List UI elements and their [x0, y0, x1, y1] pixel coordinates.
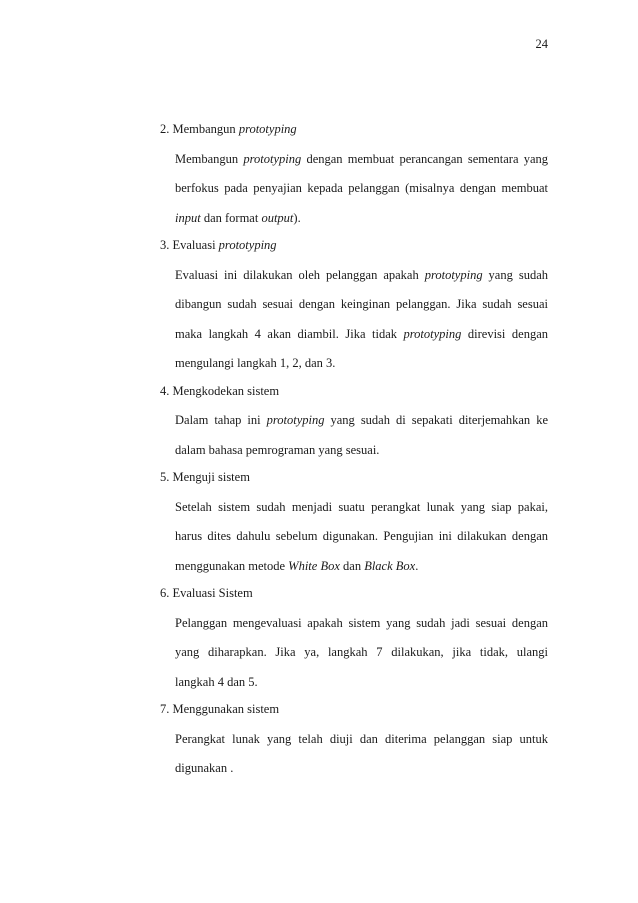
italic-term: prototyping: [424, 267, 483, 282]
text-run: Setelah sistem sudah menjadi suatu perangkat lunak yang siap pakai,: [175, 499, 548, 514]
text-run: yang sudah: [482, 267, 548, 282]
section-heading: [160, 585, 548, 601]
text-run: 4. Mengkodekan sistem: [160, 383, 280, 398]
section-heading: [160, 121, 548, 137]
italic-term: prototyping: [238, 122, 297, 136]
text-run: 5. Menguji sistem: [160, 470, 250, 484]
paragraph-line: [175, 406, 548, 436]
section-paragraph: [160, 145, 548, 234]
text-run: ).: [293, 210, 301, 225]
text-run: dengan membuat perancangan sementara yang: [301, 151, 548, 166]
page-number: 24: [535, 37, 548, 51]
paragraph-line: [175, 609, 548, 639]
text-run: dan: [339, 558, 365, 573]
paragraph-line: [175, 668, 548, 698]
paragraph-line: [175, 174, 548, 204]
text-run: yang diharapkan. Jika ya, langkah 7 dilakukan, jika tidak, ulangi: [175, 645, 548, 659]
section-paragraph: [160, 261, 548, 379]
text-run: Perangkat lunak yang telah diuji dan diterima pelanggan siap untuk: [175, 731, 548, 746]
italic-term: output: [261, 210, 294, 225]
text-run: yang sudah di sepakati diterjemahkan ke: [324, 413, 548, 427]
text-run: dalam bahasa pemrograman yang sesuai.: [175, 442, 380, 457]
italic-term: prototyping: [218, 238, 277, 252]
section-heading: [160, 237, 548, 253]
section-heading: [160, 701, 548, 717]
text-run: digunakan .: [175, 761, 234, 775]
text-run: harus dites dahulu sebelum digunakan. Pengujian ini dilakukan dengan: [175, 529, 548, 543]
text-run: dan format: [200, 210, 262, 225]
text-run: dibangun sudah sesuai dengan keinginan pelanggan. Jika sudah sesuai: [175, 297, 548, 311]
text-run: Dalam tahap ini: [175, 413, 267, 427]
paragraph-line: [175, 754, 548, 784]
text-run: mengulangi langkah 1, 2, dan 3.: [175, 356, 336, 370]
text-run: .: [415, 558, 419, 573]
italic-term: Black Box: [364, 558, 416, 573]
paragraph-line: [175, 436, 548, 466]
italic-term: prototyping: [243, 151, 302, 166]
document-body: [160, 121, 548, 788]
paragraph-line: [175, 145, 548, 175]
text-run: maka langkah 4 akan diambil. Jika tidak: [175, 326, 404, 341]
section-paragraph: [160, 406, 548, 465]
paragraph-line: [175, 725, 548, 755]
text-run: 7. Menggunakan sistem: [160, 702, 280, 716]
paragraph-line: [175, 493, 548, 523]
text-run: Evaluasi ini dilakukan oleh pelanggan apakah: [175, 267, 425, 282]
text-run: menggunakan metode: [175, 558, 289, 573]
paragraph-line: [175, 349, 548, 379]
text-run: Membangun: [175, 151, 244, 166]
paragraph-line: [175, 204, 548, 234]
paragraph-line: [175, 552, 548, 582]
text-run: 6. Evaluasi Sistem: [160, 586, 253, 600]
italic-term: White Box: [288, 558, 340, 573]
paragraph-line: [175, 638, 548, 668]
text-run: 3. Evaluasi: [160, 238, 219, 252]
text-run: direvisi dengan: [461, 326, 549, 341]
section-paragraph: [160, 725, 548, 784]
section-heading: [160, 383, 548, 399]
paragraph-line: [175, 290, 548, 320]
section-heading: [160, 469, 548, 485]
paragraph-line: [175, 261, 548, 291]
italic-term: prototyping: [266, 413, 325, 427]
text-run: langkah 4 dan 5.: [175, 674, 258, 689]
paragraph-line: [175, 522, 548, 552]
text-run: 2. Membangun: [160, 122, 239, 136]
italic-term: prototyping: [403, 326, 462, 341]
section-paragraph: [160, 609, 548, 698]
text-run: berfokus pada penyajian kepada pelanggan (misalnya dengan membuat: [175, 181, 548, 195]
section-paragraph: [160, 493, 548, 582]
text-run: Pelanggan mengevaluasi apakah sistem yang sudah jadi sesuai dengan: [175, 615, 548, 630]
italic-term: input: [175, 210, 201, 225]
paragraph-line: [175, 320, 548, 350]
